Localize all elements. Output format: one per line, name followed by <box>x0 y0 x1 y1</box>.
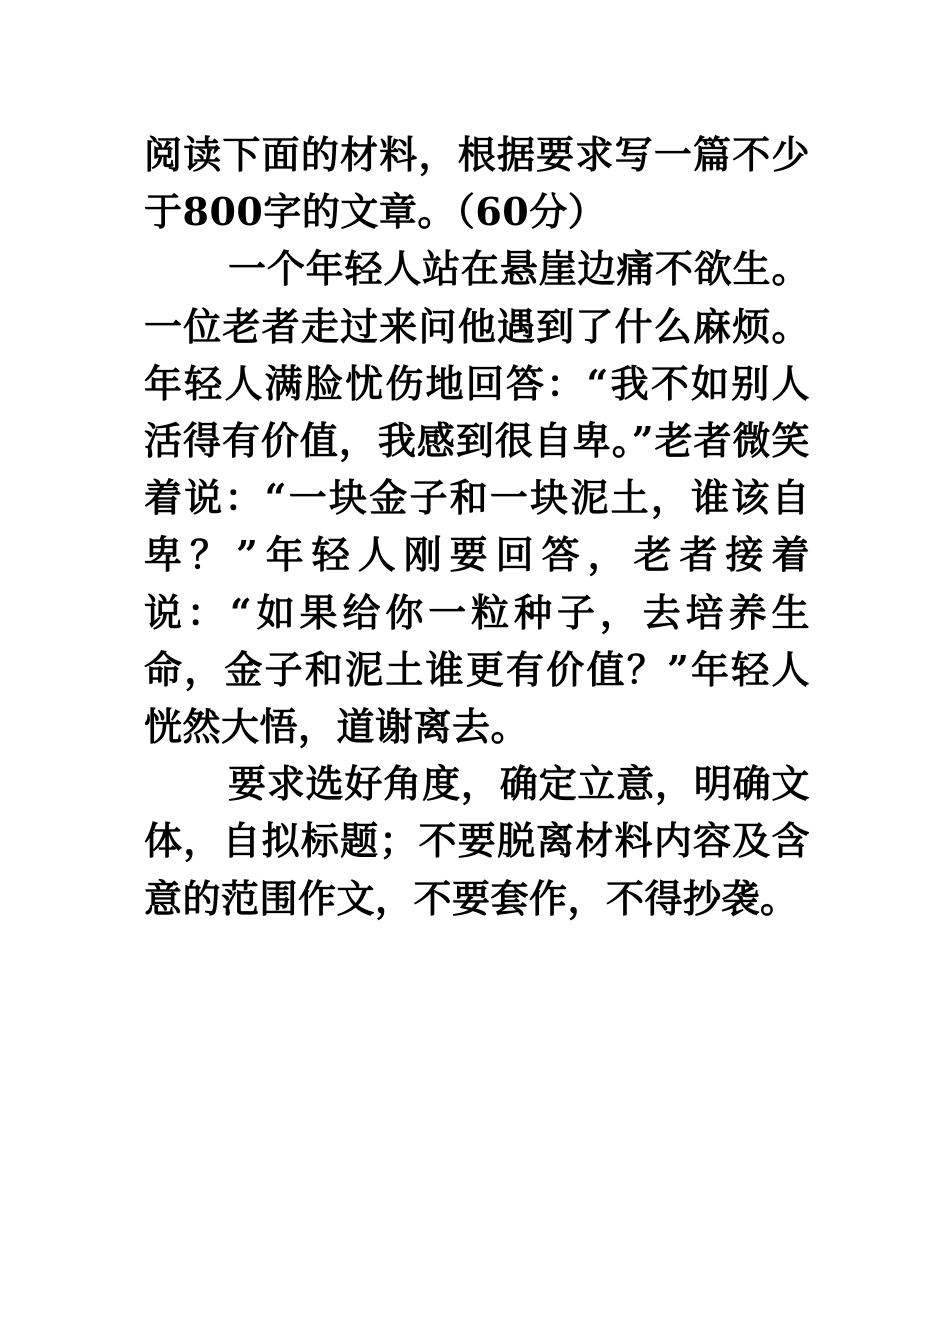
requirements-paragraph: 要求选好角度，确定立意，明确文体，自拟标题；不要脱离材料内容及含意的范围作文，不要套作，不得抄袭。 <box>144 761 810 921</box>
prompt-paragraph: 阅读下面的材料，根据要求写一篇不少于800字的文章。（60分） <box>144 132 810 235</box>
material-paragraph: 一个年轻人站在悬崖边痛不欲生。一位老者走过来问他遇到了什么麻烦。年轻人满脸忧伤地回答：“我不如别人活得有价值，我感到很自卑。”老者微笑着说：“一块金子和一块泥土，谁该自卑？”年轻人刚要回答，老者接着说：“如果给你一粒种子，去培养生命，金子和泥土谁更有价值？”年轻人恍然大悟，道谢离去。 <box>144 246 810 750</box>
essay-prompt-block <box>144 126 810 927</box>
